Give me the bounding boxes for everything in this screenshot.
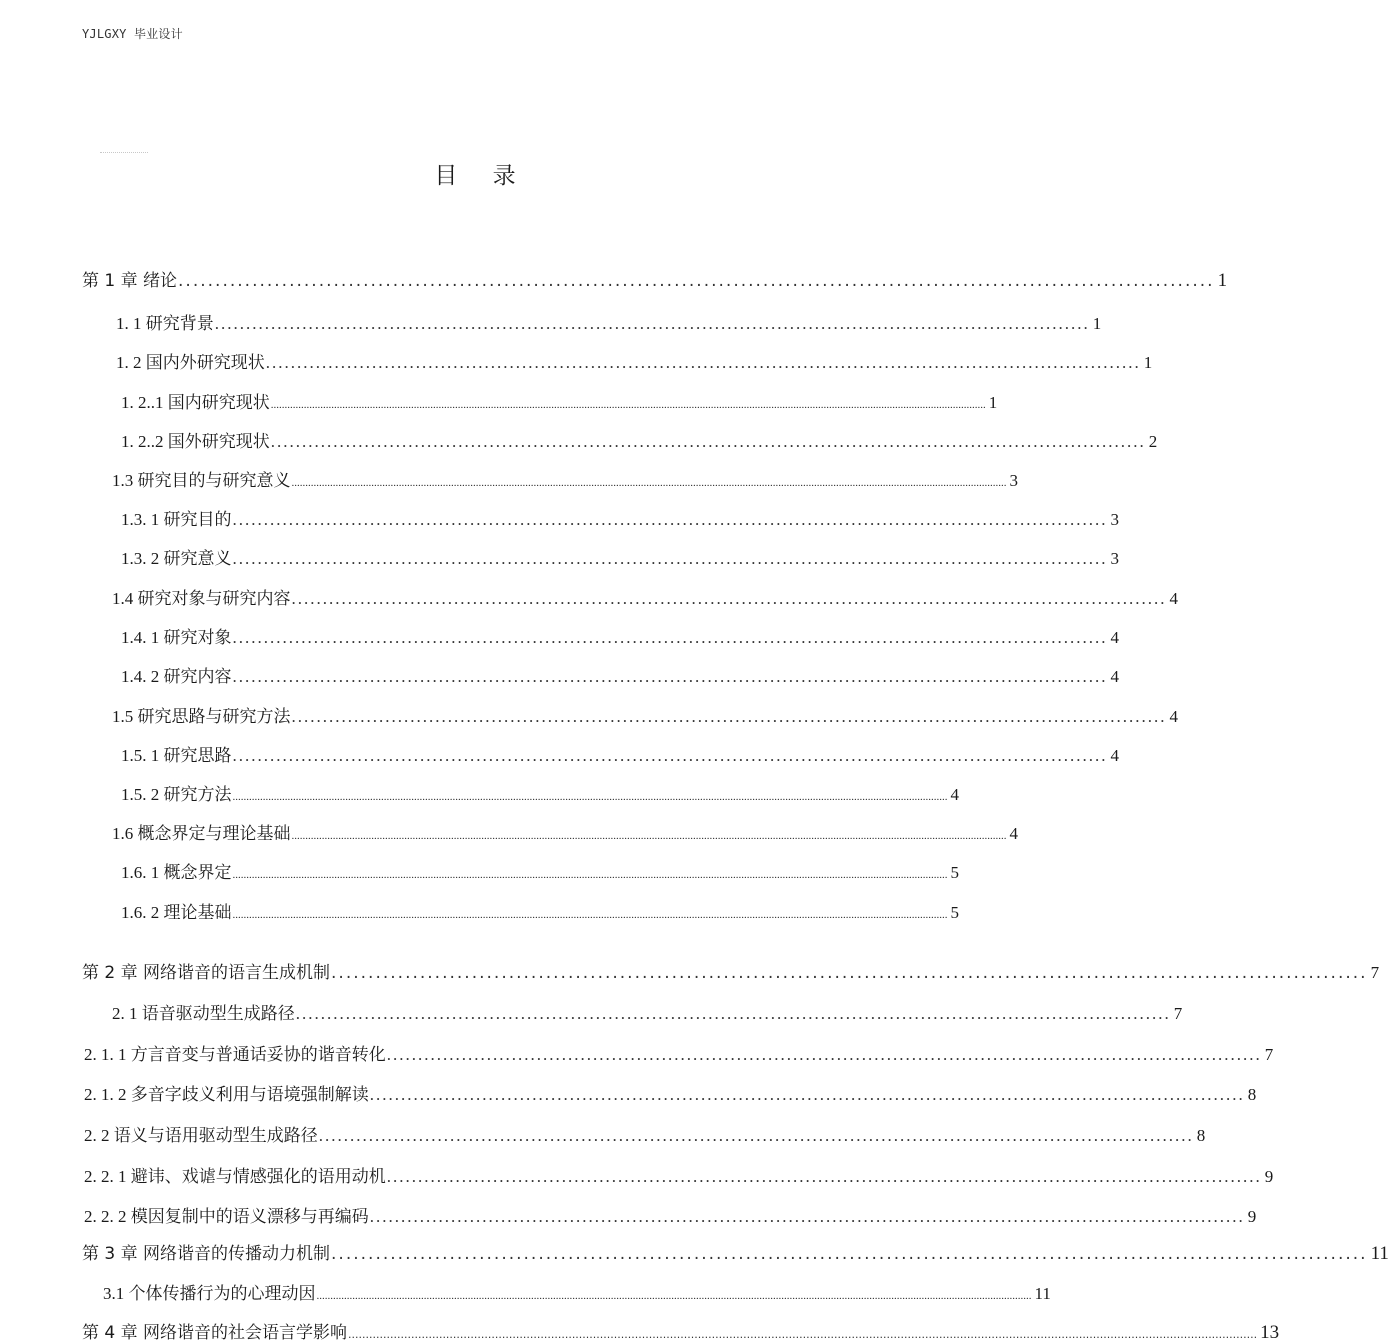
toc-dot-leader: .................................................................................................................................................................................................................................................................... <box>316 1290 1032 1302</box>
toc-dot-leader: ............................................................................................................................................ <box>214 314 1090 333</box>
toc-entry-1-5-2[interactable] <box>121 780 959 806</box>
toc-page-number: 9 <box>1264 1167 1274 1186</box>
toc-entry-1-3[interactable] <box>112 466 1018 492</box>
toc-dot-leader: .................................................................................................................................................................................................................................................................... <box>291 830 1007 842</box>
toc-entry-1-6[interactable] <box>112 819 1018 845</box>
toc-entry-label: 2. 1. 1 方言音变与普通话妥协的谐音转化 <box>84 1045 386 1064</box>
toc-dot-leader: ............................................................................................................................................ <box>232 667 1108 686</box>
toc-page-number: 1 <box>1143 353 1153 372</box>
toc-entry-label: 1. 2..1 国内研究现状 <box>121 393 270 412</box>
toc-page-number: 1 <box>1217 270 1228 291</box>
toc-entry-2-2-2[interactable] <box>84 1202 1257 1228</box>
toc-entry-1-6-1[interactable] <box>121 858 959 884</box>
toc-entry-1-5[interactable] <box>112 702 1178 728</box>
toc-entry-chapter-3[interactable] <box>82 1239 1389 1265</box>
toc-dot-leader: ............................................................................................................................................ <box>232 549 1108 568</box>
toc-page-number: 1 <box>1092 314 1102 333</box>
toc-entry-label: 1.5. 2 研究方法 <box>121 785 232 804</box>
toc-entry-label: 第 4 章 网络谐音的社会语言学影响 <box>82 1323 348 1343</box>
toc-dot-leader: ............................................................................................................................................ <box>232 746 1108 765</box>
toc-entry-3-1[interactable] <box>103 1279 1051 1305</box>
toc-dot-leader: ............................................................................................................................................ <box>291 589 1167 608</box>
toc-entry-2-2[interactable] <box>84 1121 1206 1147</box>
toc-page-number: 2 <box>1148 432 1158 451</box>
toc-entry-label: 1.4. 2 研究内容 <box>121 667 232 686</box>
toc-page-number: 3 <box>1009 471 1018 490</box>
toc-entry-1-1[interactable] <box>116 309 1102 335</box>
toc-dot-leader: ............................................................................................................................................ <box>318 1126 1194 1145</box>
toc-page-number: 7 <box>1370 963 1380 982</box>
toc-page-number: 9 <box>1247 1207 1257 1226</box>
toc-entry-label: 2. 1 语音驱动型生成路径 <box>112 1004 295 1023</box>
toc-dot-leader: ............................................................................................................................................ <box>291 707 1167 726</box>
toc-entry-2-1-2[interactable] <box>84 1080 1257 1106</box>
toc-dot-leader: .................................................................................................................................................................................................................................................................... <box>232 791 948 803</box>
toc-entry-1-4-1[interactable] <box>121 623 1119 649</box>
toc-page-number: 4 <box>950 785 959 804</box>
toc-entry-label: 1.4 研究对象与研究内容 <box>112 589 291 608</box>
toc-page-number: 4 <box>1009 824 1018 843</box>
toc-entry-label: 第 1 章 绪论 <box>82 271 178 291</box>
toc-page-number: 3 <box>1110 510 1119 529</box>
toc-dot-leader: ............................................................................................................................................ <box>270 432 1146 451</box>
toc-entry-label: 1.6 概念界定与理论基础 <box>112 824 291 843</box>
toc-page-number: 7 <box>1264 1045 1274 1064</box>
toc-entry-label: 1.6. 1 概念界定 <box>121 863 232 882</box>
toc-page-number: 4 <box>1110 667 1119 686</box>
toc-entry-label: 2. 2. 2 模因复制中的语义漂移与再编码 <box>84 1207 369 1226</box>
toc-entry-1-6-2[interactable] <box>121 898 959 924</box>
toc-page-number: 7 <box>1173 1004 1183 1023</box>
toc-entry-1-2[interactable] <box>116 348 1153 374</box>
toc-entry-label: 1.5. 1 研究思路 <box>121 746 232 765</box>
toc-entry-chapter-2[interactable] <box>82 958 1380 984</box>
toc-entry-label: 第 2 章 网络谐音的语言生成机制 <box>82 963 331 983</box>
toc-entry-label: 1.6. 2 理论基础 <box>121 903 232 922</box>
toc-dot-leader: ............................................................................................................................................ <box>369 1085 1245 1104</box>
toc-page-number: 3 <box>1110 549 1119 568</box>
toc-entry-label: 1. 2..2 国外研究现状 <box>121 432 270 451</box>
toc-dot-leader: ............................................................................................................................................ <box>265 353 1141 372</box>
toc-dot-leader: .................................................................................................................................................................................................................................................................... <box>270 399 986 411</box>
toc-entry-chapter-4[interactable] <box>82 1318 1280 1344</box>
toc-page-number: 4 <box>1169 589 1178 608</box>
toc-dot-leader: ............................................................................................................................................ <box>232 510 1108 529</box>
toc-entry-label: 1.3 研究目的与研究意义 <box>112 471 291 490</box>
toc-entry-1-3-2[interactable] <box>121 544 1119 570</box>
toc-page-number: 4 <box>1169 707 1178 726</box>
toc-entry-label: 3.1 个体传播行为的心理动因 <box>103 1284 316 1303</box>
toc-page-number: 5 <box>950 863 959 882</box>
toc-entry-label: 2. 1. 2 多音字歧义利用与语境强制解读 <box>84 1085 369 1104</box>
toc-entry-label: 第 3 章 网络谐音的传播动力机制 <box>82 1244 331 1264</box>
toc-dot-leader: ............................................................................................................................................ <box>369 1207 1245 1226</box>
toc-entry-label: 1.5 研究思路与研究方法 <box>112 707 291 726</box>
toc-entry-label: 1.3. 1 研究目的 <box>121 510 232 529</box>
toc-entry-chapter-1[interactable] <box>82 266 1228 292</box>
toc-dot-leader: ............................................................................................................................................ <box>295 1004 1171 1023</box>
toc-dot-leader: .................................................................................................................................................................................................................................................................... <box>232 909 948 921</box>
toc-page-number: 8 <box>1247 1085 1257 1104</box>
toc-dot-leader: ............................................................................................................................................ <box>232 628 1108 647</box>
toc-page-number: 13 <box>1260 1322 1280 1343</box>
toc-entry-1-2-1[interactable] <box>121 388 998 414</box>
toc-entry-1-2-2[interactable] <box>121 427 1158 453</box>
toc-page-number: 4 <box>1110 746 1119 765</box>
toc-dot-leader: .................................................................................................................................................................................................................................................................... <box>348 1328 1258 1341</box>
toc-entry-label: 1.4. 1 研究对象 <box>121 628 232 647</box>
toc-dot-leader: .................................................................................................................................................................................................................................................................... <box>232 869 948 881</box>
toc-entry-2-1[interactable] <box>112 999 1183 1025</box>
toc-dot-leader: ............................................................................................................................................ <box>386 1167 1262 1186</box>
page-header: YJLGXY 毕业设计 <box>82 27 183 41</box>
toc-page-number: 11 <box>1370 1243 1389 1264</box>
toc-entry-1-5-1[interactable] <box>121 741 1119 767</box>
toc-dot-leader: ............................................................................................................................................ <box>178 271 1215 291</box>
toc-entry-label: 1. 2 国内外研究现状 <box>116 353 265 372</box>
toc-entry-1-4[interactable] <box>112 584 1178 610</box>
toc-entry-label: 2. 2. 1 避讳、戏谑与情感强化的语用动机 <box>84 1167 386 1186</box>
toc-entry-1-4-2[interactable] <box>121 662 1119 688</box>
toc-title: 目 录 <box>434 163 530 189</box>
toc-page-number: 11 <box>1034 1284 1051 1303</box>
toc-page-number: 4 <box>1110 628 1119 647</box>
toc-dot-leader: ............................................................................................................................................ <box>386 1045 1262 1064</box>
toc-entry-1-3-1[interactable] <box>121 505 1119 531</box>
toc-page-number: 5 <box>950 903 959 922</box>
header-dotted-mark <box>100 152 148 153</box>
toc-dot-leader: ............................................................................................................................................ <box>331 963 1368 983</box>
toc-entry-label: 1.3. 2 研究意义 <box>121 549 232 568</box>
toc-page-number: 1 <box>988 393 998 412</box>
toc-page-number: 8 <box>1196 1126 1206 1145</box>
toc-entry-label: 2. 2 语义与语用驱动型生成路径 <box>84 1126 318 1145</box>
toc-dot-leader: .................................................................................................................................................................................................................................................................... <box>291 477 1007 489</box>
toc-dot-leader: ............................................................................................................................................ <box>331 1244 1368 1264</box>
toc-entry-2-1-1[interactable] <box>84 1040 1274 1066</box>
toc-entry-label: 1. 1 研究背景 <box>116 314 214 333</box>
toc-entry-2-2-1[interactable] <box>84 1162 1274 1188</box>
